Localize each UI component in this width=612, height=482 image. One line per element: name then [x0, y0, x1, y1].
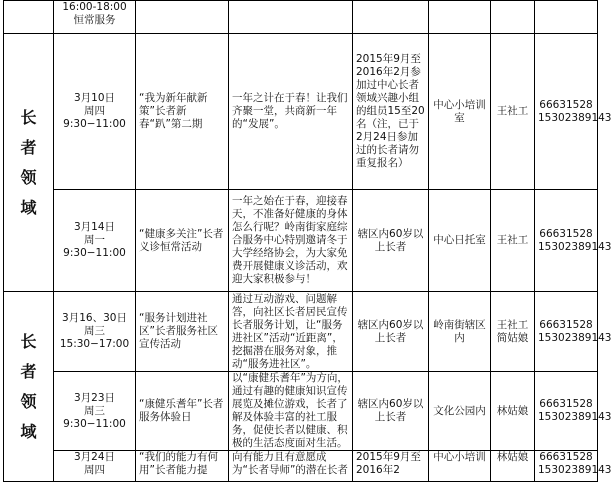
staff-cell: 王社工 简姑娘: [491, 292, 535, 372]
date-cell: 3月16、30日 周三 15:30−17:00: [54, 292, 136, 372]
phone-cell: 66631528 15302389143: [535, 451, 598, 482]
table-row: [4, 190, 598, 292]
date-cell: 3月14日 周一 9:30−11:00: [54, 190, 136, 292]
table-row: [4, 34, 598, 190]
venue-cell: 岭南街辖区内: [429, 292, 491, 372]
phone-cell: 66631528 15302389143: [535, 190, 598, 292]
date-cell: 3月23日 周三 9:30−11:00: [54, 372, 136, 451]
staff-cell: 王社工: [491, 34, 535, 190]
staff-cell: 林姑娘: [491, 372, 535, 451]
table-row: [4, 1, 598, 34]
phone-cell: 66631528 15302389143: [535, 372, 598, 451]
staff-cell: 王社工: [491, 190, 535, 292]
target-cell: 辖区内60岁以上长者: [353, 190, 429, 292]
section-label: 长 者 领 域: [4, 292, 54, 482]
target-cell: 辖区内60岁以上长者: [353, 292, 429, 372]
title-cell: “服务计划进社区”长者服务社区宣传活动: [136, 292, 229, 372]
staff-cell: 林姑娘: [491, 451, 535, 482]
title-cell: “我为新年献新策”长者新春“趴”第二期: [136, 34, 229, 190]
content-cell: 以“康健乐耆年”为方向，通过有趣的健康知识宣传展览及摊位游戏，长者了解及体验丰富的社工服务，促使长者以健康、积极的生活态度面对生活。: [229, 372, 353, 451]
venue-cell: 中心小培训: [429, 451, 491, 482]
venue-cell: 文化公园内: [429, 372, 491, 451]
phone-cell: 66631528 15302389143: [535, 34, 598, 190]
target-cell: 2015年9月至2016年2: [353, 451, 429, 482]
table-row: [4, 372, 598, 451]
date-cell: 3月10日 周四 9:30−11:00: [54, 34, 136, 190]
venue-cell: 中心日托室: [429, 190, 491, 292]
venue-cell: 中心小培训室: [429, 34, 491, 190]
target-cell: 辖区内60岁以上长者: [353, 372, 429, 451]
table-row: [4, 292, 598, 372]
title-cell: “健康多关注”长者义诊恒常活动: [136, 190, 229, 292]
title-cell: “我们的能力有何用”长者能力提: [136, 451, 229, 482]
date-cell: 3月24日 周四: [54, 451, 136, 482]
phone-cell: 66631528 15302389143: [535, 292, 598, 372]
content-cell: 一年之计在于春！让我们齐聚一堂，共商新一年的“发展”。: [229, 34, 353, 190]
section-label: 长 者 领 域: [4, 34, 54, 292]
content-cell: 通过互动游戏、问题解答，向社区长者居民宣传长者服务计划，让“服务进社区”活动“近距离”，挖掘潜在服务对象，推动“服务进社区”。: [229, 292, 353, 372]
content-cell: 向有能力且有意愿成为“长者导师”的潜在长者: [229, 451, 353, 482]
content-cell: 一年之始在于春，迎接春天，不准备好健康的身体怎么行呢？岭南街家庭综合服务中心特别邀请冬于大学经络协会，为大家免费开展健康义诊活动，欢迎大家积极参与！: [229, 190, 353, 292]
title-cell: “康健乐耆年”长者服务体验日: [136, 372, 229, 451]
activity-schedule-table: [3, 0, 612, 482]
target-cell: 2015年9月至2016年2月参加过中心长者领域兴趣小组的组员15至20名（注，已于2月24日参加过的长者请勿重复报名）: [353, 34, 429, 190]
table-row: [4, 451, 598, 482]
time-cell: 16:00-18:00 恒常服务: [54, 1, 136, 34]
